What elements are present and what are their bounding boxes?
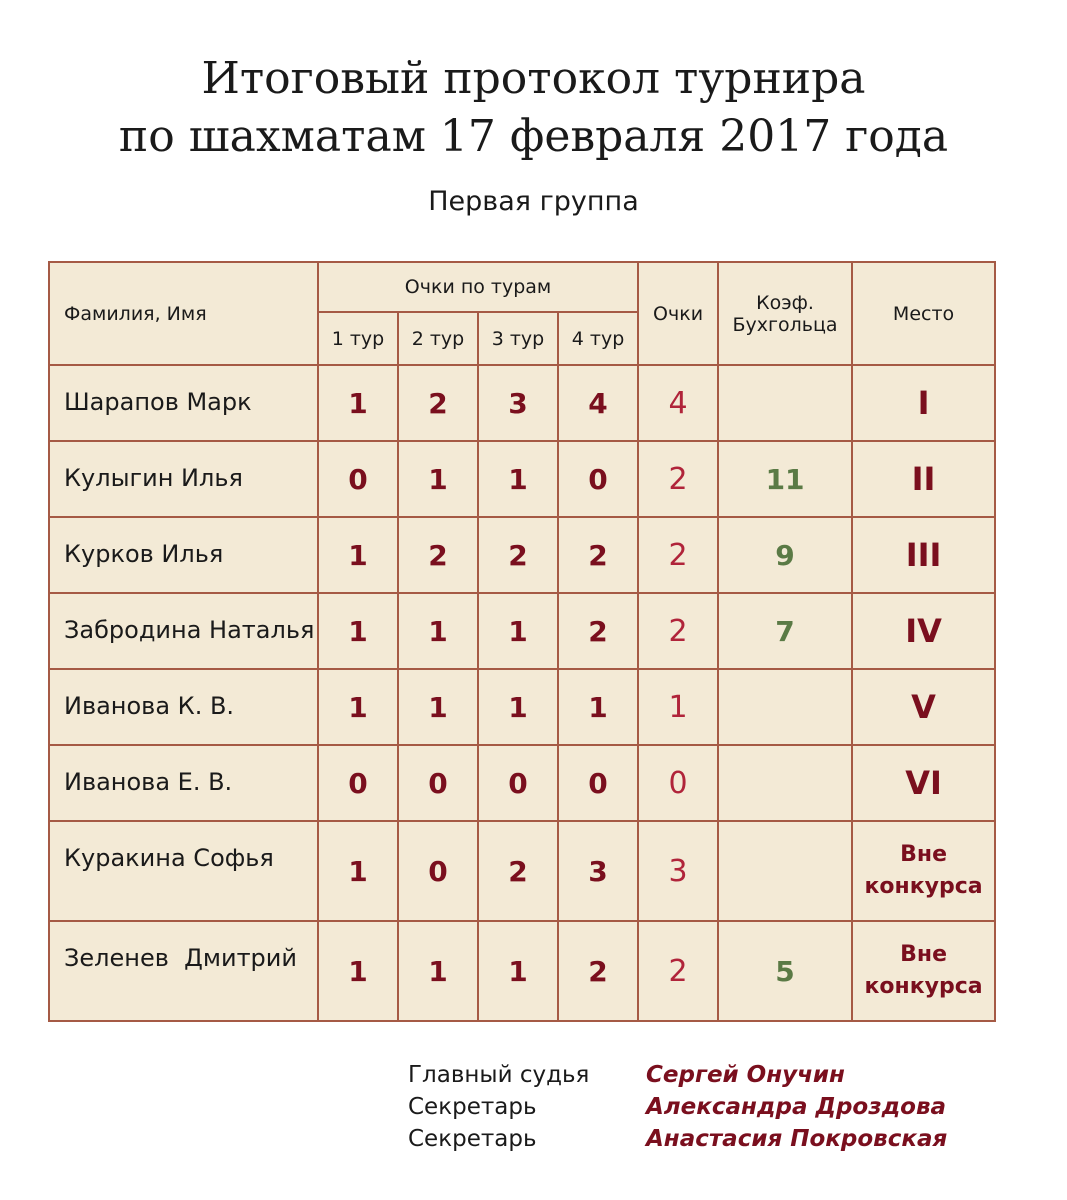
round-score: 2 — [558, 593, 638, 669]
place: V — [852, 669, 995, 745]
total-points: 2 — [638, 593, 718, 669]
buchholz-coef: 7 — [718, 593, 852, 669]
player-name: Забродина Наталья — [49, 593, 318, 669]
table-row — [49, 669, 995, 745]
round-score: 1 — [398, 441, 478, 517]
round-score: 1 — [478, 441, 558, 517]
buchholz-coef: 11 — [718, 441, 852, 517]
buchholz-coef: 9 — [718, 517, 852, 593]
buchholz-coef — [718, 669, 852, 745]
round-score: 2 — [398, 517, 478, 593]
signatures — [408, 1059, 1028, 1155]
header-round-2: 2 тур — [398, 312, 478, 365]
player-name: Куракина Софья — [49, 821, 318, 921]
place: IV — [852, 593, 995, 669]
buchholz-coef: 5 — [718, 921, 852, 1021]
total-points: 2 — [638, 441, 718, 517]
round-score: 0 — [318, 441, 398, 517]
place: I — [852, 365, 995, 441]
buchholz-coef — [718, 745, 852, 821]
round-score: 1 — [478, 593, 558, 669]
table-row — [49, 365, 995, 441]
header-name: Фамилия, Имя — [49, 262, 318, 365]
round-score: 1 — [318, 821, 398, 921]
round-score: 1 — [398, 921, 478, 1021]
round-score: 1 — [558, 669, 638, 745]
round-score: 0 — [558, 441, 638, 517]
round-score: 4 — [558, 365, 638, 441]
signature-role: Секретарь — [408, 1094, 537, 1120]
player-name: Шарапов Марк — [49, 365, 318, 441]
player-name: Иванова К. В. — [49, 669, 318, 745]
signature-role: Главный судья — [408, 1062, 590, 1088]
round-score: 0 — [558, 745, 638, 821]
header-place: Место — [852, 262, 995, 365]
table-row — [49, 593, 995, 669]
header-row-1 — [49, 262, 995, 312]
player-name: Кулыгин Илья — [49, 441, 318, 517]
buchholz-coef — [718, 821, 852, 921]
place — [852, 821, 995, 921]
place-line-2: конкурса — [864, 974, 983, 999]
header-round-3: 3 тур — [478, 312, 558, 365]
header-rounds-group: Очки по турам — [318, 262, 638, 312]
table-row — [49, 441, 995, 517]
round-score: 3 — [478, 365, 558, 441]
round-score: 0 — [398, 821, 478, 921]
round-score: 1 — [318, 517, 398, 593]
round-score: 0 — [398, 745, 478, 821]
place-line-2: конкурса — [864, 874, 983, 899]
signature-name: Сергей Онучин — [646, 1062, 845, 1088]
total-points: 2 — [638, 921, 718, 1021]
round-score: 1 — [478, 669, 558, 745]
round-score: 2 — [558, 517, 638, 593]
place: II — [852, 441, 995, 517]
player-name: Курков Илья — [49, 517, 318, 593]
round-score: 1 — [398, 593, 478, 669]
round-score: 3 — [558, 821, 638, 921]
signature-row — [408, 1091, 1028, 1123]
total-points: 4 — [638, 365, 718, 441]
table-row — [49, 745, 995, 821]
total-points: 0 — [638, 745, 718, 821]
header-coef — [718, 262, 852, 365]
group-title: Первая группа — [428, 186, 639, 217]
table-row — [49, 921, 995, 1021]
buchholz-coef — [718, 365, 852, 441]
round-score: 1 — [318, 921, 398, 1021]
round-score: 1 — [318, 365, 398, 441]
round-score: 0 — [478, 745, 558, 821]
round-score: 1 — [318, 593, 398, 669]
signature-name: Анастасия Покровская — [646, 1126, 948, 1152]
round-score: 2 — [398, 365, 478, 441]
round-score: 2 — [558, 921, 638, 1021]
signature-row — [408, 1059, 1028, 1091]
player-name: Зеленев Дмитрий — [49, 921, 318, 1021]
total-points: 3 — [638, 821, 718, 921]
place: III — [852, 517, 995, 593]
header-points: Очки — [638, 262, 718, 365]
place-line-1: Вне — [900, 842, 947, 867]
header-coef-line-1: Коэф. — [756, 291, 814, 314]
total-points: 1 — [638, 669, 718, 745]
round-score: 0 — [318, 745, 398, 821]
header-round-1: 1 тур — [318, 312, 398, 365]
round-score: 1 — [318, 669, 398, 745]
place-line-1: Вне — [900, 942, 947, 967]
round-score: 2 — [478, 821, 558, 921]
place: VI — [852, 745, 995, 821]
place — [852, 921, 995, 1021]
signature-role: Секретарь — [408, 1126, 537, 1152]
table-row — [49, 517, 995, 593]
signature-row — [408, 1123, 1028, 1155]
round-score: 2 — [478, 517, 558, 593]
round-score: 1 — [478, 921, 558, 1021]
results-table — [48, 261, 996, 1022]
round-score: 1 — [398, 669, 478, 745]
signature-name: Александра Дроздова — [646, 1094, 947, 1120]
title-line-1: Итоговый протокол турнира — [201, 53, 866, 104]
header-round-4: 4 тур — [558, 312, 638, 365]
total-points: 2 — [638, 517, 718, 593]
title-line-2: по шахматам 17 февраля 2017 года — [118, 111, 949, 162]
header-coef-line-2: Бухгольца — [732, 313, 838, 336]
player-name: Иванова Е. В. — [49, 745, 318, 821]
table-row — [49, 821, 995, 921]
